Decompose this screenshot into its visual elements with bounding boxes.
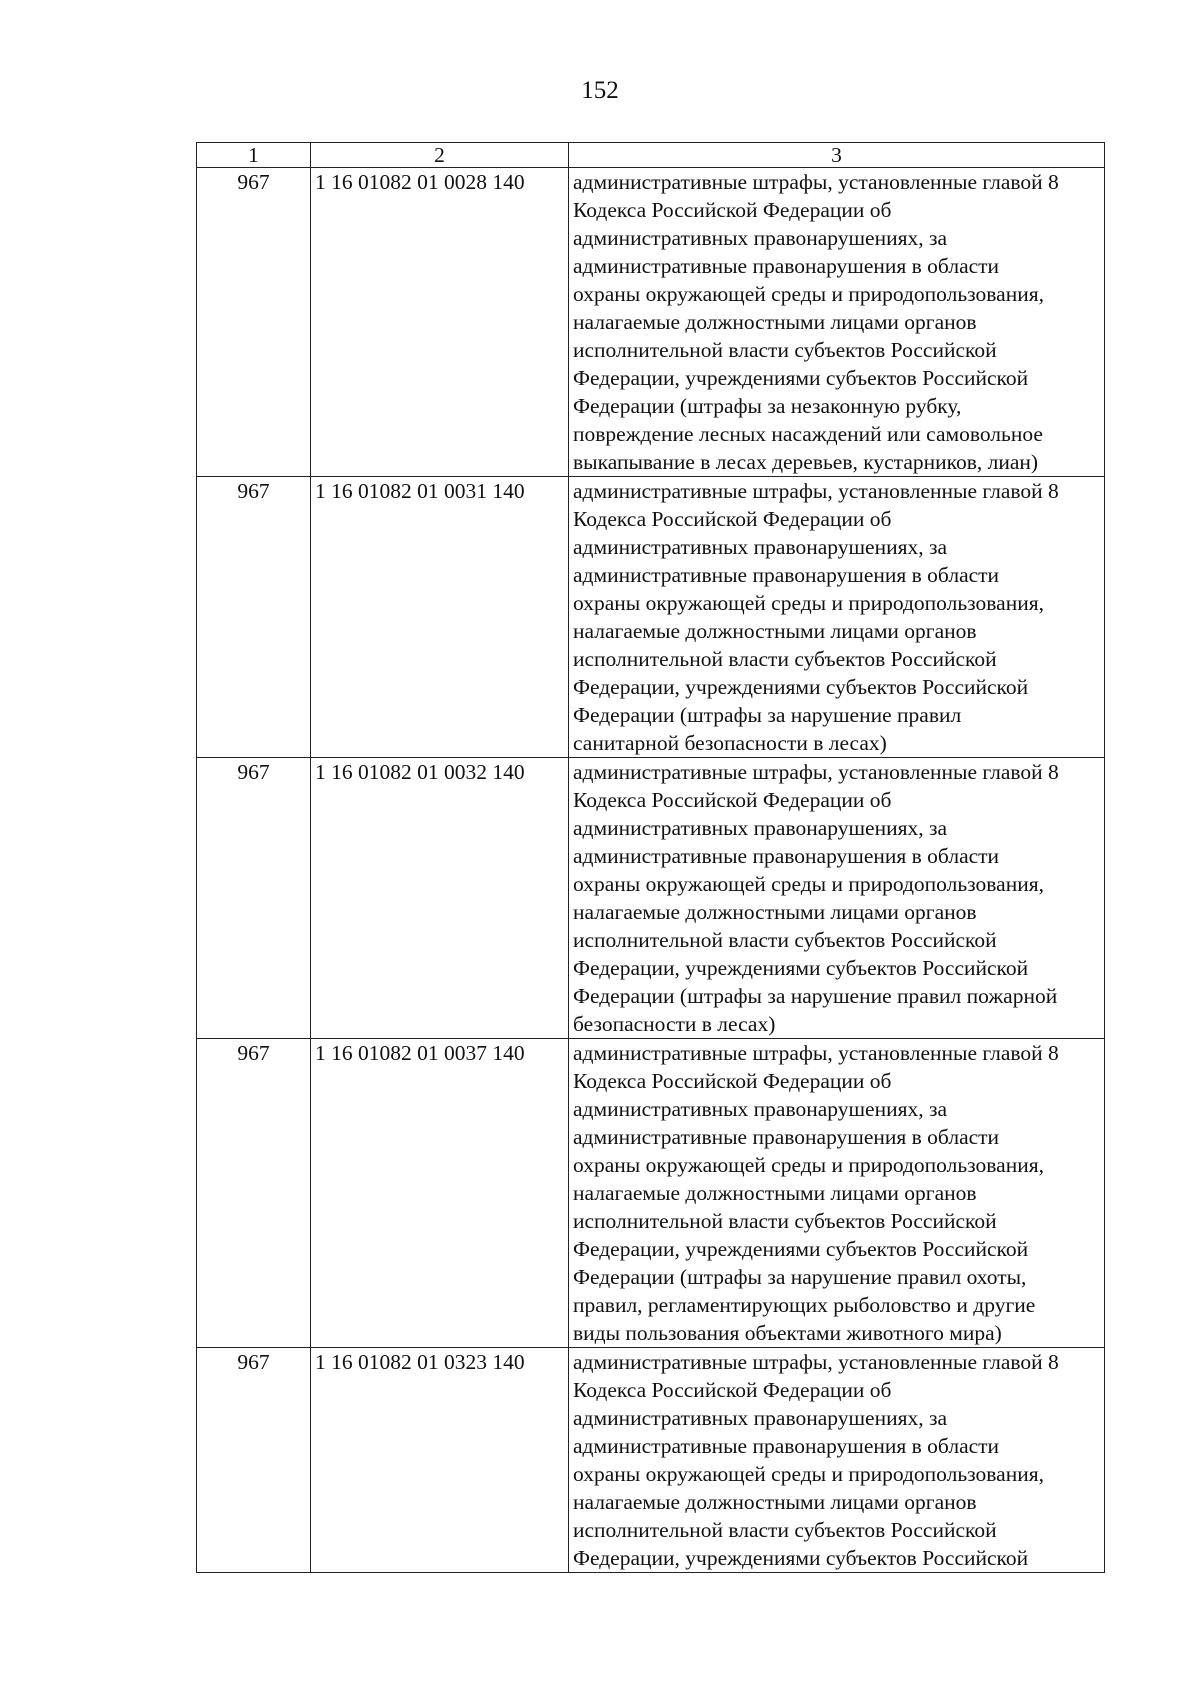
table-row: [197, 477, 1105, 758]
description-line: административные штрафы, установленные главой 8: [573, 479, 1059, 503]
description-line: Кодекса Российской Федерации об: [573, 1378, 892, 1402]
table-row: [197, 758, 1105, 1039]
description-line: административные правонарушения в области: [573, 1125, 1000, 1149]
description-line: административные правонарушения в области: [573, 844, 1000, 868]
description-cell: [569, 168, 1105, 477]
description-line: Кодекса Российской Федерации об: [573, 788, 892, 812]
description-cell: [569, 1039, 1105, 1348]
description-line: исполнительной власти субъектов Российской: [573, 928, 997, 952]
table-row: [197, 168, 1105, 477]
description-line: административных правонарушениях, за: [573, 226, 948, 250]
description-line: исполнительной власти субъектов Российской: [573, 338, 997, 362]
description-line: правил, регламентирующих рыболовство и другие: [573, 1293, 1036, 1317]
admin-code-cell: 967: [197, 477, 311, 758]
description-line: безопасности в лесах): [573, 1012, 776, 1036]
description-line: охраны окружающей среды и природопользования,: [573, 591, 1044, 615]
description-line: Кодекса Российской Федерации об: [573, 507, 892, 531]
description-line: исполнительной власти субъектов Российской: [573, 647, 997, 671]
description-line: административные правонарушения в области: [573, 1434, 1000, 1458]
table-body: [197, 143, 1105, 1573]
description-line: Федерации (штрафы за нарушение правил: [573, 703, 962, 727]
description-line: административных правонарушениях, за: [573, 1097, 948, 1121]
column-header-1: 1: [197, 143, 311, 168]
admin-code-cell: 967: [197, 1348, 311, 1573]
description-line: Федерации (штрафы за незаконную рубку,: [573, 394, 962, 418]
column-header-3: 3: [569, 143, 1105, 168]
description-line: налагаемые должностными лицами органов: [573, 619, 977, 643]
description-line: Федерации (штрафы за нарушение правил охоты,: [573, 1265, 1027, 1289]
description-line: налагаемые должностными лицами органов: [573, 1181, 977, 1205]
description-line: Федерации, учреждениями субъектов Российской: [573, 366, 1029, 390]
kbk-code-cell: 1 16 01082 01 0031 140: [311, 477, 569, 758]
description-line: Федерации (штрафы за нарушение правил пожарной: [573, 984, 1058, 1008]
description-cell: [569, 477, 1105, 758]
description-line: Федерации, учреждениями субъектов Российской: [573, 1237, 1029, 1261]
table-row: [197, 1039, 1105, 1348]
description-line: административных правонарушениях, за: [573, 816, 948, 840]
description-line: охраны окружающей среды и природопользования,: [573, 872, 1044, 896]
description-cell: [569, 1348, 1105, 1573]
description-cell: [569, 758, 1105, 1039]
description-line: административных правонарушениях, за: [573, 535, 948, 559]
description-line: исполнительной власти субъектов Российской: [573, 1518, 997, 1542]
column-header-2: 2: [311, 143, 569, 168]
budget-codes-table: [196, 142, 1105, 1573]
description-line: Федерации, учреждениями субъектов Российской: [573, 675, 1029, 699]
description-line: охраны окружающей среды и природопользования,: [573, 1462, 1044, 1486]
description-line: Федерации, учреждениями субъектов Российской: [573, 1546, 1029, 1570]
page-number: 152: [581, 77, 619, 104]
description-line: налагаемые должностными лицами органов: [573, 310, 977, 334]
description-line: исполнительной власти субъектов Российской: [573, 1209, 997, 1233]
description-line: административных правонарушениях, за: [573, 1406, 948, 1430]
admin-code-cell: 967: [197, 168, 311, 477]
description-line: налагаемые должностными лицами органов: [573, 900, 977, 924]
description-line: виды пользования объектами животного мира): [573, 1321, 1002, 1345]
description-line: санитарной безопасности в лесах): [573, 731, 887, 755]
description-line: административные штрафы, установленные главой 8: [573, 1350, 1059, 1374]
kbk-code-cell: 1 16 01082 01 0323 140: [311, 1348, 569, 1573]
description-line: повреждение лесных насаждений или самовольное: [573, 422, 1043, 446]
admin-code-cell: 967: [197, 758, 311, 1039]
kbk-code-cell: 1 16 01082 01 0028 140: [311, 168, 569, 477]
description-line: выкапывание в лесах деревьев, кустарников, лиан): [573, 450, 1039, 474]
kbk-code-cell: 1 16 01082 01 0032 140: [311, 758, 569, 1039]
description-line: Кодекса Российской Федерации об: [573, 1069, 892, 1093]
admin-code-cell: 967: [197, 1039, 311, 1348]
description-line: Федерации, учреждениями субъектов Российской: [573, 956, 1029, 980]
description-line: административные штрафы, установленные главой 8: [573, 1041, 1059, 1065]
description-line: охраны окружающей среды и природопользования,: [573, 1153, 1044, 1177]
description-line: налагаемые должностными лицами органов: [573, 1490, 977, 1514]
description-line: охраны окружающей среды и природопользования,: [573, 282, 1044, 306]
kbk-code-cell: 1 16 01082 01 0037 140: [311, 1039, 569, 1348]
description-line: Кодекса Российской Федерации об: [573, 198, 892, 222]
description-line: административные правонарушения в области: [573, 254, 1000, 278]
table-header-row: [197, 143, 1105, 168]
table-row: [197, 1348, 1105, 1573]
description-line: административные правонарушения в области: [573, 563, 1000, 587]
description-line: административные штрафы, установленные главой 8: [573, 760, 1059, 784]
description-line: административные штрафы, установленные главой 8: [573, 170, 1059, 194]
